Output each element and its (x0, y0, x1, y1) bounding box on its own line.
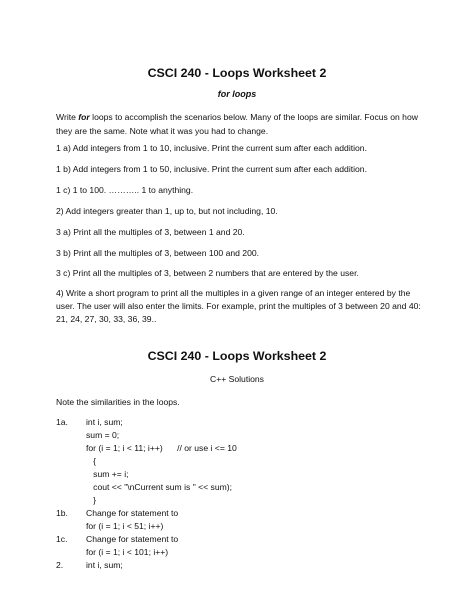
worksheet-subtitle: for loops (217, 89, 257, 99)
line-number: 1b. (56, 508, 68, 518)
solutions-note: Note the similarities in the loops. (56, 397, 180, 407)
code-line: cout << "\nCurrent sum is " << sum); (86, 482, 233, 492)
code-line: for (i = 1; i < 11; i++) // or use i <= 10 (86, 443, 237, 453)
scenario-3a: 3 a) Print all the multiples of 3, between 1 and 20. (56, 227, 245, 237)
scenario-2: 2) Add integers greater than 1, up to, but not including, 10. (56, 206, 278, 216)
line-number: 1a. (56, 417, 68, 427)
code-line: int i, sum; (86, 560, 123, 570)
scenario-3c: 3 c) Print all the multiples of 3, between 2 numbers that are entered by the user. (56, 268, 359, 278)
intro-em: for (78, 112, 90, 122)
code-line: Change for statement to (86, 534, 179, 544)
solutions-title: CSCI 240 - Loops Worksheet 2 (147, 349, 327, 363)
code-line: for (i = 1; i < 51; i++) (86, 521, 164, 531)
scenario-1c: 1 c) 1 to 100. ……….. 1 to anything. (56, 185, 194, 195)
scenario-1a: 1 a) Add integers from 1 to 10, inclusive. Print the current sum after each addition. (56, 143, 367, 153)
scenario-4: 4) Write a short program to print all the multiples in a given range of an integer entered by the user. The user will also enter the limits. For example, print the multiples of 3 between 20 and 40: 21, 24, 27, 30, 33, 36, 39.. (56, 288, 421, 324)
code-line: sum = 0; (86, 430, 120, 440)
line-number: 2. (56, 560, 64, 570)
worksheet-title: CSCI 240 - Loops Worksheet 2 (147, 66, 327, 80)
scenario-1b: 1 b) Add integers from 1 to 50, inclusive. Print the current sum after each addition. (56, 164, 367, 174)
line-number: 1c. (56, 534, 68, 544)
intro-post: loops to accomplish the scenarios below. Many of the loops are similar. Focus on how they are the same. Note what it was you had to change. (56, 112, 418, 136)
solutions-subtitle: C++ Solutions (210, 374, 264, 384)
code-line: } (86, 495, 97, 505)
code-line: Change for statement to (86, 508, 179, 518)
intro-pre: Write (56, 112, 79, 122)
code-line: { (86, 456, 97, 466)
code-line: int i, sum; (86, 417, 123, 427)
code-line: sum += i; (86, 469, 129, 479)
intro-paragraph (56, 110, 421, 138)
scenario-3b: 3 b) Print all the multiples of 3, between 100 and 200. (56, 248, 260, 258)
code-line: for (i = 1; i < 101; i++) (86, 547, 169, 557)
